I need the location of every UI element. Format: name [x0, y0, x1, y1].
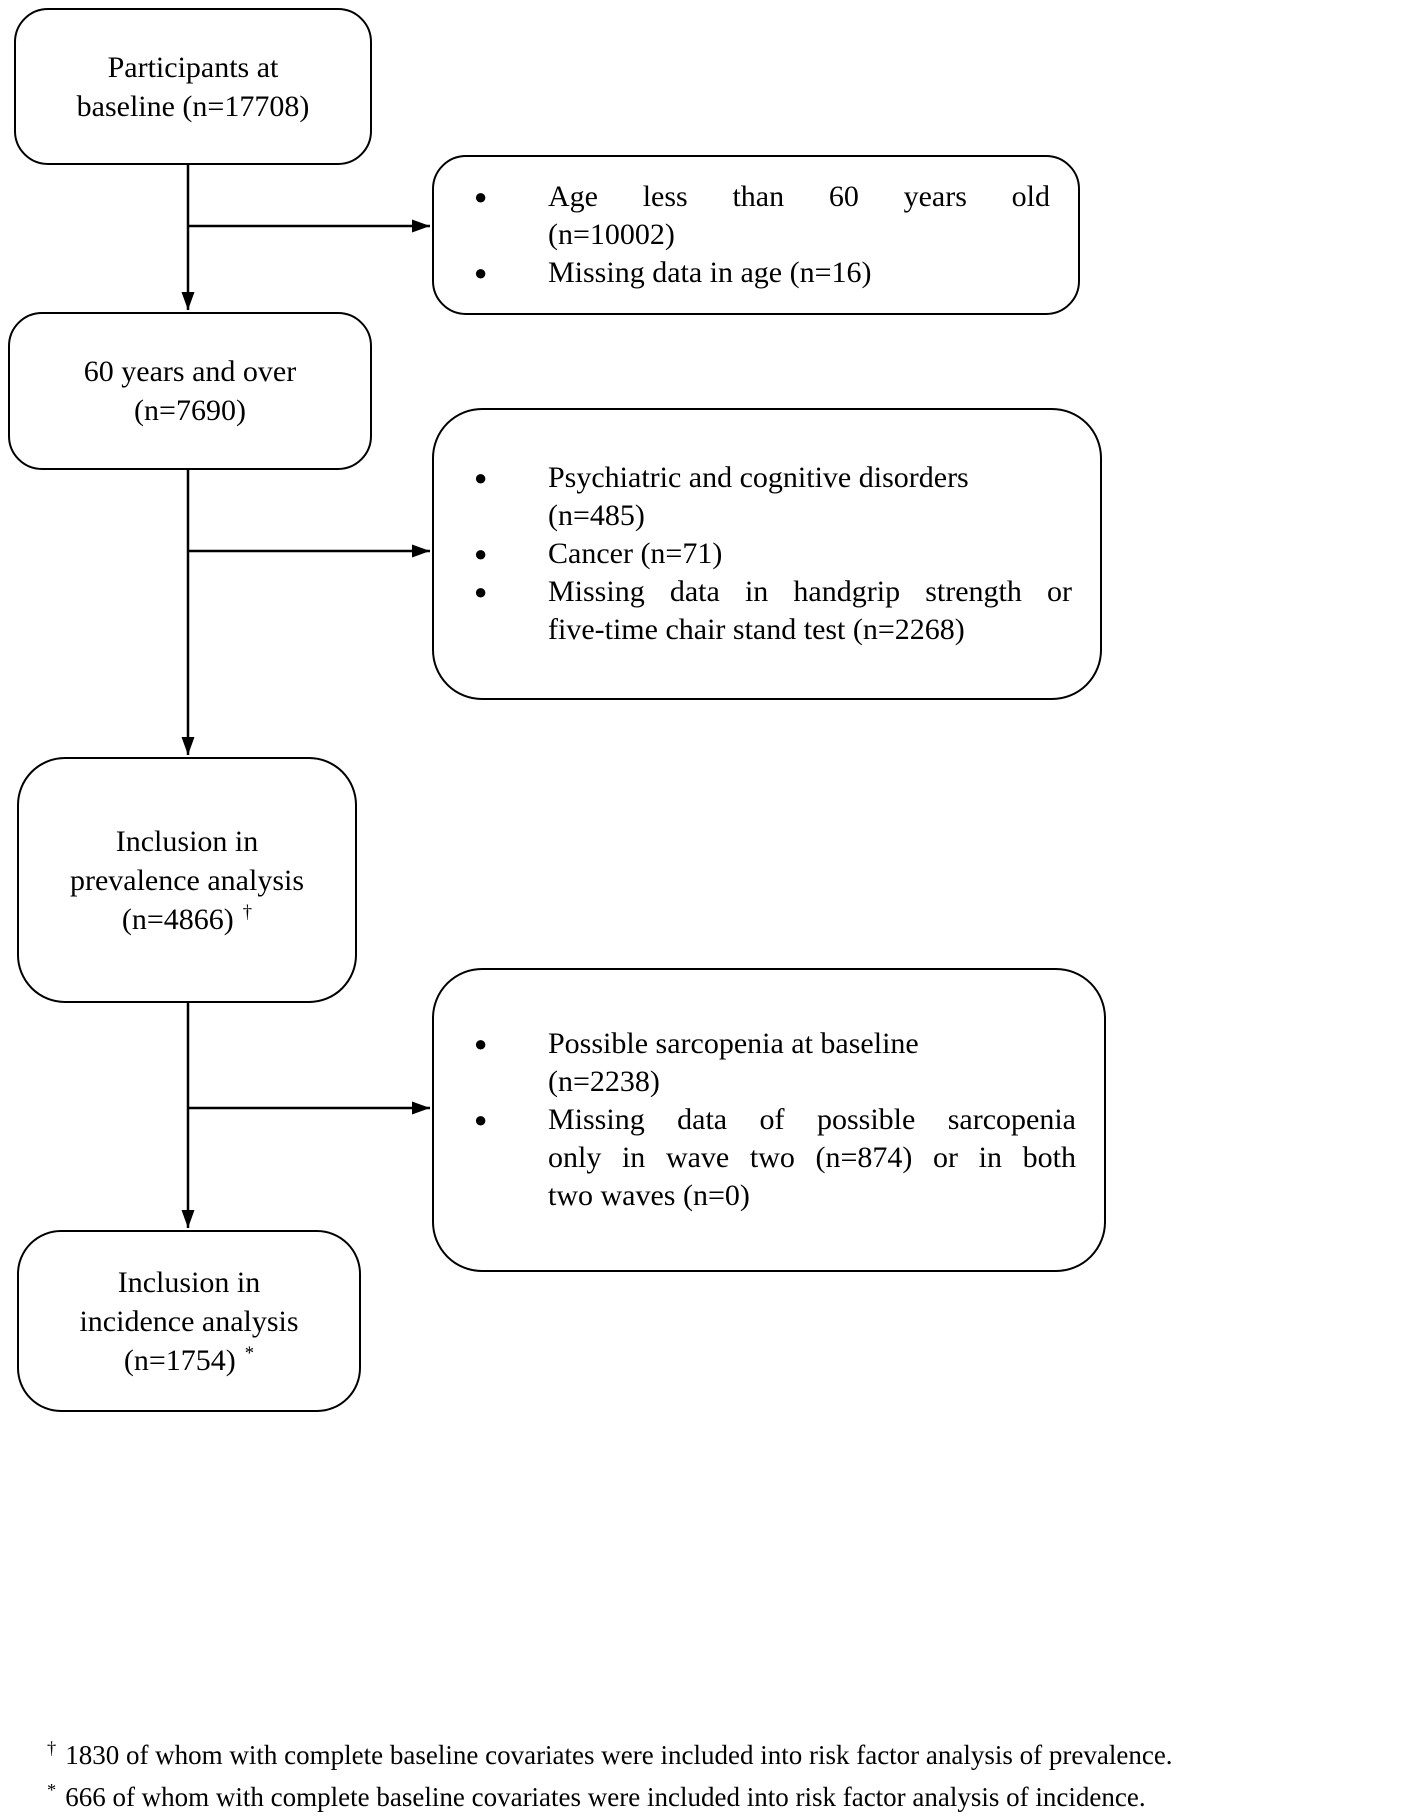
- box-health-exclusions: [432, 408, 1102, 700]
- footnote-dagger: [47, 1734, 1173, 1776]
- box-text-line: prevalence analysis: [69, 863, 305, 897]
- exclusion-text: Missing data in handgrip strength or five-time chair stand test (n=2268): [548, 575, 1072, 646]
- box-prevalence-analysis: [17, 757, 357, 1003]
- bullet-icon: ●: [474, 184, 488, 209]
- exclusion-item: [470, 254, 1050, 292]
- exclusion-item: [470, 573, 1072, 649]
- box-participants-baseline: [14, 8, 372, 165]
- box-text-line: [124, 1341, 254, 1380]
- box-sarcopenia-exclusions: [432, 968, 1106, 1272]
- asterisk-marker: *: [47, 1780, 57, 1800]
- exclusion-item: [470, 459, 1072, 535]
- dagger-marker: †: [47, 1738, 57, 1758]
- exclusion-text: Psychiatric and cognitive disorders (n=485): [548, 461, 969, 532]
- exclusion-item: [470, 535, 1072, 573]
- bullet-icon: ●: [474, 579, 488, 604]
- exclusion-text: Missing data in age (n=16): [548, 256, 872, 289]
- box-text-line: incidence analysis: [79, 1304, 299, 1338]
- exclusion-item: [470, 1101, 1076, 1215]
- box-text-line: [122, 900, 252, 939]
- box-text-line: Inclusion in: [115, 824, 259, 858]
- box-text-line: 60 years and over: [83, 355, 297, 388]
- footnotes: [47, 1734, 1173, 1818]
- bullet-icon: ●: [474, 260, 488, 285]
- exclusion-item: [470, 1025, 1076, 1101]
- bullet-icon: ●: [474, 465, 488, 490]
- exclusion-text: Cancer (n=71): [548, 537, 723, 570]
- footnote-text: 666 of whom with complete baseline covariates were included into risk factor analysis of incidence.: [65, 1782, 1146, 1812]
- box-sixty-and-over: [8, 312, 372, 470]
- footnote-text: 1830 of whom with complete baseline covariates were included into risk factor analysis of prevalence.: [65, 1740, 1173, 1770]
- box-count: (n=4866): [121, 902, 234, 936]
- bullet-icon: ●: [474, 1107, 488, 1132]
- exclusion-text: Missing data of possible sarcopenia only in wave two (n=874) or in both two waves (n=0): [548, 1103, 1076, 1212]
- exclusion-text: Possible sarcopenia at baseline (n=2238): [548, 1027, 919, 1098]
- bullet-icon: ●: [474, 1031, 488, 1056]
- exclusion-item: [470, 178, 1050, 254]
- box-incidence-analysis: [17, 1230, 361, 1412]
- box-text-line: baseline (n=17708): [76, 89, 310, 123]
- box-text-line: (n=7690): [134, 394, 246, 427]
- box-age-exclusions: [432, 155, 1080, 315]
- dagger-marker: †: [242, 901, 253, 923]
- footnote-asterisk: [47, 1776, 1173, 1818]
- box-text-line: Inclusion in: [117, 1265, 261, 1299]
- box-count: (n=1754): [123, 1343, 236, 1377]
- box-text-line: Participants at: [107, 50, 279, 84]
- asterisk-marker: *: [244, 1342, 255, 1364]
- bullet-icon: ●: [474, 541, 488, 566]
- exclusion-text: Age less than 60 years old (n=10002): [548, 180, 1050, 251]
